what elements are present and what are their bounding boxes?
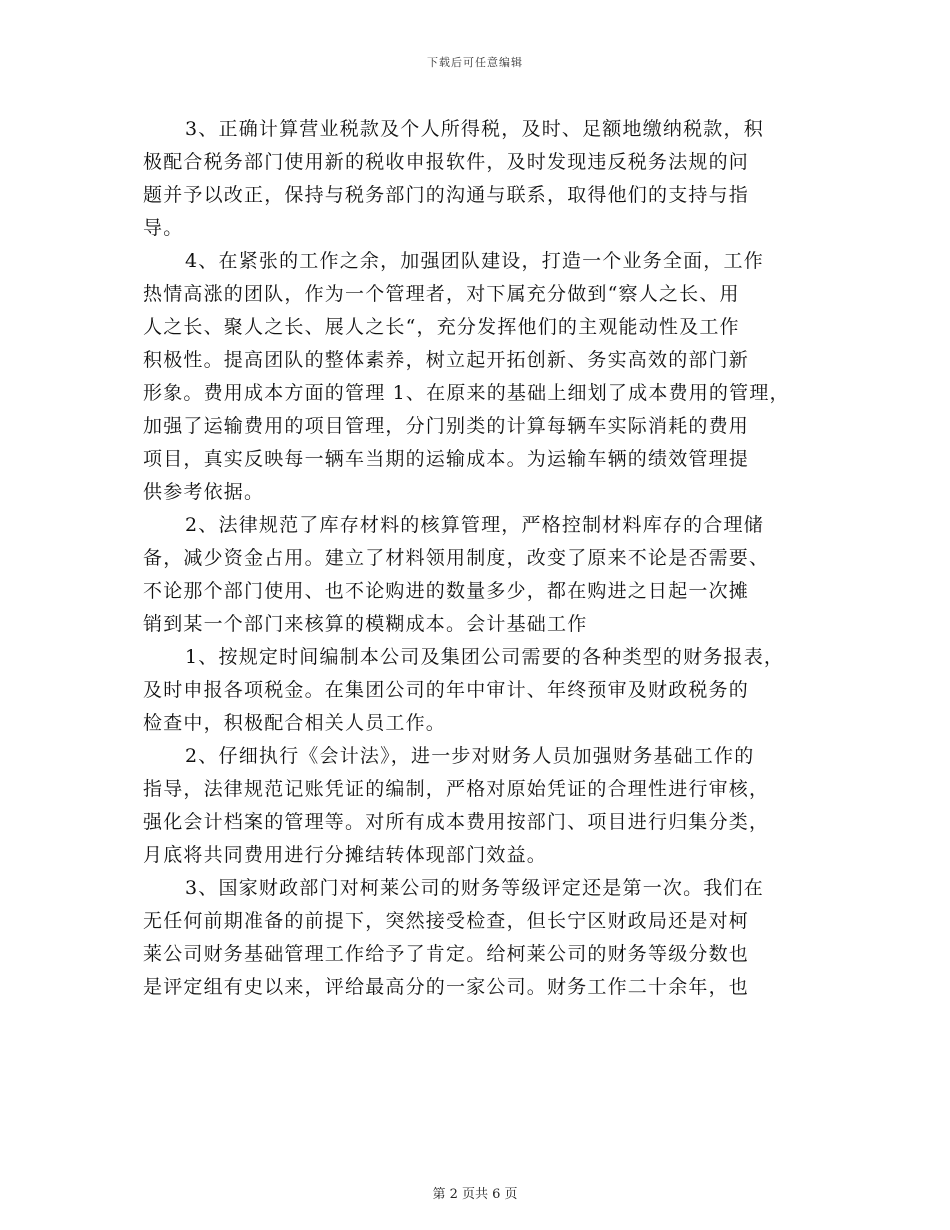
text-line: 极配合税务部门使用新的税收申报软件，及时发现违反税务法规的问 xyxy=(143,151,750,173)
text-line: 导。 xyxy=(143,217,184,239)
text-line: 加强了运输费用的项目管理，分门别类的计算每辆车实际消耗的费用 xyxy=(143,415,750,437)
text-line: 供参考依据。 xyxy=(143,481,265,503)
text-line: 指导，法律规范记账凭证的编制，严格对原始凭证的合理性进行审核， xyxy=(143,778,770,800)
text-line: 2、法律规范了库存材料的核算管理，严格控制材料库存的合理储 xyxy=(185,514,764,536)
text-line: 积极性。提高团队的整体素养，树立起开拓创新、务实高效的部门新 xyxy=(143,349,750,371)
text-line: 项目，真实反映每一辆车当期的运输成本。为运输车辆的绩效管理提 xyxy=(143,448,750,470)
body-text xyxy=(143,113,823,1004)
text-line: 人之长、聚人之长、展人之长“，充分发挥他们的主观能动性及工作 xyxy=(143,316,740,338)
text-line: 月底将共同费用进行分摊结转体现部门效益。 xyxy=(143,844,548,866)
page-header: 下载后可任意编辑 xyxy=(427,56,523,69)
text-line: 2、仔细执行《会计法》，进一步对财务人员加强财务基础工作的 xyxy=(185,745,755,767)
text-line: 3、国家财政部门对柯莱公司的财务等级评定还是第一次。我们在 xyxy=(185,877,764,899)
text-line: 销到某一个部门来核算的模糊成本。会计基础工作 xyxy=(143,613,588,635)
text-line: 热情高涨的团队，作为一个管理者，对下属充分做到“察人之长、用 xyxy=(143,283,740,305)
text-line: 3、正确计算营业税款及个人所得税，及时、足额地缴纳税款，积 xyxy=(185,118,764,140)
text-line: 备，减少资金占用。建立了材料领用制度，改变了原来不论是否需要、 xyxy=(143,547,770,569)
text-line: 无任何前期准备的前提下，突然接受检查，但长宁区财政局还是对柯 xyxy=(143,910,750,932)
text-line: 题并予以改正，保持与税务部门的沟通与联系，取得他们的支持与指 xyxy=(143,184,750,206)
text-line: 检查中，积极配合相关人员工作。 xyxy=(143,712,447,734)
text-line: 强化会计档案的管理等。对所有成本费用按部门、项目进行归集分类， xyxy=(143,811,770,833)
page-footer: 第 2 页共 6 页 xyxy=(432,1187,518,1202)
text-line: 1、按规定时间编制本公司及集团公司需要的各种类型的财务报表， xyxy=(185,646,785,668)
text-line: 莱公司财务基础管理工作给予了肯定。给柯莱公司的财务等级分数也 xyxy=(143,943,750,965)
text-line: 及时申报各项税金。在集团公司的年中审计、年终预审及财政税务的 xyxy=(143,679,750,701)
text-line: 形象。费用成本方面的管理 1、在原来的基础上细划了成本费用的管理， xyxy=(143,382,790,404)
text-line: 不论那个部门使用、也不论购进的数量多少，都在购进之日起一次摊 xyxy=(143,580,750,602)
text-line: 是评定组有史以来，评给最高分的一家公司。财务工作二十余年，也 xyxy=(143,976,750,998)
text-line: 4、在紧张的工作之余，加强团队建设，打造一个业务全面，工作 xyxy=(185,250,764,272)
